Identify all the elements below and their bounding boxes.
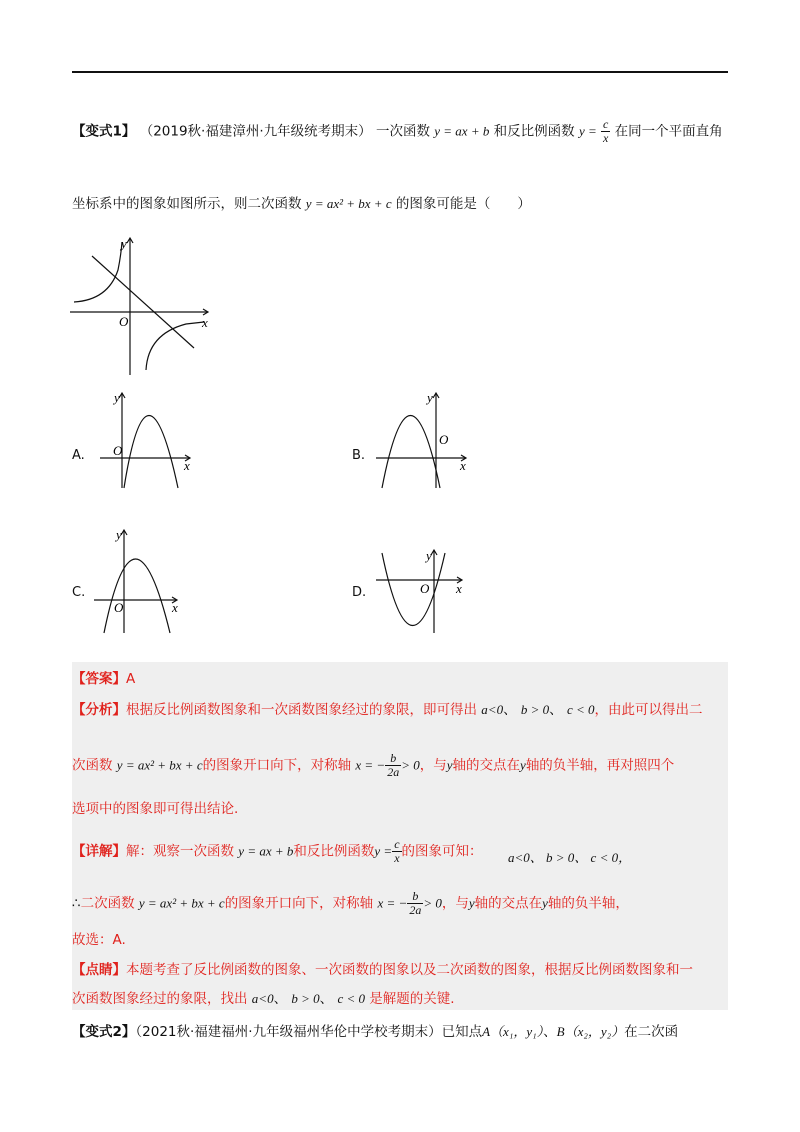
detail-conditions: a<0、 b > 0、 c < 0，	[508, 850, 632, 865]
header-rule	[72, 71, 728, 73]
y-axis-label: y	[426, 548, 432, 563]
inverse-formula-fraction: $\frac{c}{x}$	[603, 117, 609, 145]
detail-line-2: ∴二次函数 y = ax² + bx + c的图象开口向下，对称轴 x = − $\frac{b}{2a}$ > 0，与y轴的交点在y轴的负半轴，	[72, 889, 629, 917]
parabola-d	[382, 553, 445, 626]
x-axis-label: x	[184, 458, 190, 473]
detail-line-1: 【详解】解：观察一次函数 y = ax + b和反比例函数y = $\frac{c}{x}$ 的图象可知：	[72, 837, 483, 865]
analysis-line-2: 次函数 y = ax² + bx + c的图象开口向下，对称轴 x = − $\frac{b}{2a}$ > 0，与y轴的交点在y轴的负半轴，再对照四个	[72, 751, 675, 779]
x-axis-label: x	[172, 600, 178, 615]
y-axis-label: y	[427, 390, 433, 405]
question-text: 在同一个平面直角	[614, 123, 723, 140]
hyperbola-branch-upper-left	[74, 242, 122, 302]
choice-line: 故选：A.	[72, 932, 126, 948]
comment-tag: 【点睛】	[72, 962, 126, 978]
y-axis-label: y	[116, 527, 122, 542]
line-graph	[92, 256, 194, 348]
comment-line-2: 次函数图象经过的象限，找出 a<0、 b > 0、 c < 0 是解题的关键.	[72, 991, 455, 1007]
x-axis-label: x	[456, 581, 462, 596]
option-c-label: C.	[72, 585, 86, 600]
option-a-graph[interactable]	[100, 388, 210, 493]
question-source: （2019秋·福建漳州·九年级统考期末）	[139, 123, 372, 140]
option-c-graph[interactable]	[92, 525, 202, 635]
analysis-tag: 【分析】	[72, 702, 126, 718]
question-tag: 【变式1】	[72, 123, 136, 140]
question-text: 和反比例函数	[493, 123, 575, 140]
option-d-label: D.	[352, 585, 367, 600]
detail-tag: 【详解】	[72, 843, 126, 860]
answer-tag: 【答案】	[72, 671, 126, 687]
origin-label: O	[113, 443, 123, 458]
question-1-line-2	[72, 192, 531, 212]
main-graph	[66, 230, 226, 380]
quadratic-formula: y = ax² + bx + c	[305, 196, 392, 211]
origin-label: O	[420, 581, 430, 596]
option-b-label: B.	[352, 448, 366, 463]
analysis-line-1: 【分析】根据反比例函数图象和一次函数图象经过的象限，即可得出 a<0、 b > 0、 c < 0，由此可以得出二	[72, 702, 703, 718]
question-text: 一次函数	[375, 123, 430, 140]
option-d-graph[interactable]	[370, 548, 480, 638]
question-text: 的图象可能是（ ）	[395, 196, 531, 212]
question-text: 坐标系中的图象如图所示，则二次函数	[72, 196, 302, 212]
parabola-a	[124, 416, 178, 489]
hyperbola-branch-lower-right	[146, 322, 204, 370]
y-axis-label: y	[114, 390, 120, 405]
parabola-c	[104, 559, 170, 633]
answer-line	[72, 667, 135, 687]
option-b-graph[interactable]	[370, 388, 480, 493]
answer-value: A	[126, 671, 136, 687]
analysis-line-3: 选项中的图象即可得出结论.	[72, 801, 239, 817]
question-2: 【变式2】（2021秋·福建福州·九年级福州华伦中学校考期末）已知点A（x₁，y₁）、B（x₂，y₂）在二次函	[72, 1024, 679, 1040]
linear-formula: y = ax + b	[434, 123, 490, 139]
x-axis-label: x	[460, 458, 466, 473]
option-a-label: A.	[72, 448, 85, 463]
y-axis-label: y	[121, 236, 127, 251]
question-tag: 【变式2】	[72, 1024, 136, 1040]
question-1	[72, 118, 723, 145]
origin-label: O	[439, 432, 449, 447]
inverse-formula-lhs: y =	[578, 123, 597, 139]
comment-line-1: 【点睛】本题考查了反比例函数的图象、一次函数的图象以及二次函数的图象，根据反比例函数图象和一	[72, 962, 693, 978]
origin-label: O	[114, 600, 124, 615]
x-axis-label: x	[202, 315, 208, 330]
origin-label: O	[119, 314, 129, 329]
parabola-b	[382, 416, 440, 489]
